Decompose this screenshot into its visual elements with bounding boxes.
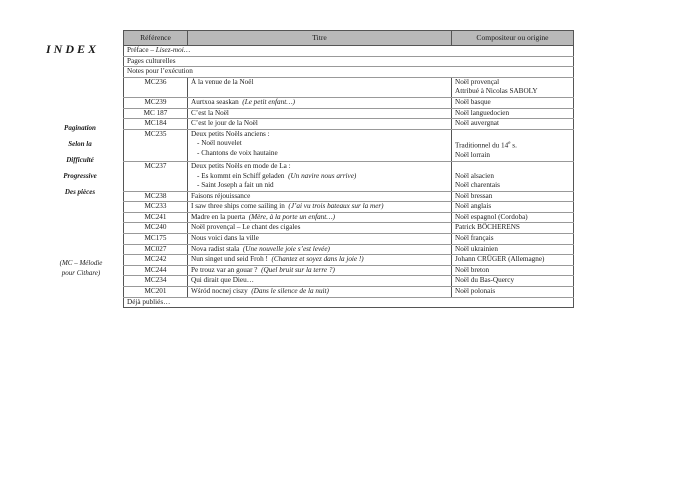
title-text: Aurtxoa seaskan bbox=[191, 97, 239, 106]
title-cell bbox=[188, 255, 452, 266]
table-row bbox=[124, 202, 574, 213]
ref-cell: MC 187 bbox=[124, 108, 188, 119]
title-translation: (J’ai vu trois bateaux sur la mer) bbox=[288, 202, 384, 211]
ref-cell: MC201 bbox=[124, 287, 188, 298]
title-sub-item: - Noël nouvelet bbox=[197, 139, 242, 148]
ref-cell: MC236 bbox=[124, 77, 188, 97]
ref-cell: MC237 bbox=[124, 161, 188, 191]
ref-cell: MC238 bbox=[124, 191, 188, 202]
title-text: Deux petits Noëls anciens : bbox=[191, 129, 270, 138]
title-text: Nun singet und seid Froh ! bbox=[191, 255, 268, 264]
ref-cell: MC175 bbox=[124, 234, 188, 245]
title-cell bbox=[188, 244, 452, 255]
title-translation: (Mère, à la porte un enfant…) bbox=[248, 212, 336, 221]
title-translation: (Dans le silence de la nuit) bbox=[251, 287, 329, 296]
table-row-deja-publies bbox=[124, 297, 574, 308]
title-translation: (Quel bruit sur la terre ?) bbox=[261, 265, 335, 274]
composer-cell: Noël polonais bbox=[452, 287, 574, 298]
side-note: Des pièces bbox=[64, 188, 96, 196]
title-cell: Noël provençal – Le chant des cigales bbox=[188, 223, 452, 234]
title-cell: Nous voici dans la ville bbox=[188, 234, 452, 245]
table-row bbox=[124, 108, 574, 119]
table-row bbox=[124, 287, 574, 298]
table-row bbox=[124, 276, 574, 287]
side-note: Pagination bbox=[64, 124, 96, 132]
table-row-pages bbox=[124, 56, 574, 67]
side-note: Selon la bbox=[68, 140, 92, 148]
composer-line: Noël provençal bbox=[455, 77, 500, 86]
title-sub-item: - Saint Joseph a fait un nid bbox=[197, 181, 274, 190]
header-title: Titre bbox=[188, 31, 452, 46]
index-table bbox=[123, 30, 574, 308]
table-row bbox=[124, 77, 574, 97]
composer-sup: e bbox=[508, 141, 511, 147]
title-cell: Faisons réjouissance bbox=[188, 191, 452, 202]
composer-line: Noël lorrain bbox=[455, 151, 490, 160]
ref-cell: MC242 bbox=[124, 255, 188, 266]
pages-cell: Pages culturelles bbox=[124, 56, 574, 67]
title-translation: (Chantez et soyez dans la joie !) bbox=[271, 255, 364, 264]
table-row bbox=[124, 129, 574, 161]
title-text: Deux petits Noëls en mode de La : bbox=[191, 161, 291, 170]
title-text: Madre en la puerta bbox=[191, 212, 246, 221]
composer-cell: Noël auvergnat bbox=[452, 119, 574, 130]
ref-cell: MC184 bbox=[124, 119, 188, 130]
header-reference: Référence bbox=[124, 31, 188, 46]
table-row bbox=[124, 212, 574, 223]
ref-cell: MC240 bbox=[124, 223, 188, 234]
title-translation: (Le petit enfant…) bbox=[242, 97, 295, 106]
ref-cell: MC239 bbox=[124, 97, 188, 108]
header-composer: Compositeur ou origine bbox=[452, 31, 574, 46]
side-notes bbox=[50, 120, 110, 200]
composer-cell: Noël languedocien bbox=[452, 108, 574, 119]
title-cell bbox=[188, 97, 452, 108]
notes-cell: Notes pour l’exécution bbox=[124, 67, 574, 78]
composer-cell bbox=[452, 77, 574, 97]
composer-cell: Noël basque bbox=[452, 97, 574, 108]
title-cell bbox=[188, 202, 452, 213]
table-row bbox=[124, 255, 574, 266]
title-cell: À la venue de la Noël bbox=[188, 77, 452, 97]
composer-cell: Noël ukrainien bbox=[452, 244, 574, 255]
composer-line: Noël charentais bbox=[455, 181, 500, 190]
composer-line bbox=[455, 139, 570, 151]
title-sub-item bbox=[191, 172, 448, 182]
title-translation: (Un navire nous arrive) bbox=[288, 171, 357, 180]
composer-tail: s. bbox=[510, 141, 517, 150]
composer-line: Attribué à Nicolas SABOLY bbox=[455, 87, 538, 96]
title-text: Nova radist stala bbox=[191, 244, 240, 253]
table-row bbox=[124, 119, 574, 130]
table-row-notes bbox=[124, 67, 574, 78]
preface-italic: Lisez-moi… bbox=[155, 46, 191, 54]
composer-cell: Noël du Bas-Quercy bbox=[452, 276, 574, 287]
mc-note-line: pour Cithare) bbox=[61, 269, 101, 277]
index-title: INDEX bbox=[46, 42, 100, 56]
ref-cell: MC241 bbox=[124, 212, 188, 223]
table-header-row bbox=[124, 31, 574, 46]
title-cell bbox=[188, 129, 452, 161]
preface-text: Préface – bbox=[127, 46, 154, 54]
table-row bbox=[124, 161, 574, 191]
preface-cell bbox=[124, 46, 574, 57]
side-note: Progressive bbox=[63, 172, 97, 180]
composer-cell: Noël espagnol (Cordoba) bbox=[452, 212, 574, 223]
composer-line: Noël alsacien bbox=[455, 171, 494, 180]
title-cell bbox=[188, 161, 452, 191]
table-row bbox=[124, 234, 574, 245]
title-text: Wśród nocnej ciszy bbox=[191, 287, 248, 296]
ref-cell: MC244 bbox=[124, 265, 188, 276]
ref-cell: MC027 bbox=[124, 244, 188, 255]
ref-cell: MC233 bbox=[124, 202, 188, 213]
composer-cell: Noël breton bbox=[452, 265, 574, 276]
title-translation: (Une nouvelle joie s’est levée) bbox=[242, 244, 330, 253]
mc-note-line: (MC – Mélodie bbox=[59, 259, 103, 267]
title-text: Pe trouz var an gouar ? bbox=[191, 265, 258, 274]
composer-text: Traditionnel du 14 bbox=[455, 141, 509, 150]
table-row-preface bbox=[124, 46, 574, 57]
table-row bbox=[124, 223, 574, 234]
composer-cell: Noël français bbox=[452, 234, 574, 245]
sub-text: - Es kommt ein Schiff geladen bbox=[197, 171, 285, 180]
ref-cell: MC234 bbox=[124, 276, 188, 287]
composer-cell: Johann CRÜGER (Allemagne) bbox=[452, 255, 574, 266]
title-cell: C’est la Noël bbox=[188, 108, 452, 119]
title-cell bbox=[188, 265, 452, 276]
title-cell: Qui dirait que Dieu… bbox=[188, 276, 452, 287]
table-row bbox=[124, 265, 574, 276]
title-cell bbox=[188, 287, 452, 298]
title-cell bbox=[188, 212, 452, 223]
title-sub-item: - Chantons de voix hautaine bbox=[197, 148, 278, 157]
mc-note bbox=[46, 258, 116, 278]
ref-cell: MC235 bbox=[124, 129, 188, 161]
deja-publies-cell: Déjà publiés… bbox=[124, 297, 574, 308]
title-text: I saw three ships come sailing in bbox=[191, 202, 285, 211]
side-note: Difficulté bbox=[66, 156, 94, 164]
composer-cell: Noël bressan bbox=[452, 191, 574, 202]
table-row bbox=[124, 97, 574, 108]
composer-cell: Noël anglais bbox=[452, 202, 574, 213]
table-row bbox=[124, 191, 574, 202]
composer-cell bbox=[452, 129, 574, 161]
composer-cell bbox=[452, 161, 574, 191]
composer-cell: Patrick BÖCHERENS bbox=[452, 223, 574, 234]
title-cell: C’est le jour de la Noël bbox=[188, 119, 452, 130]
table-row bbox=[124, 244, 574, 255]
